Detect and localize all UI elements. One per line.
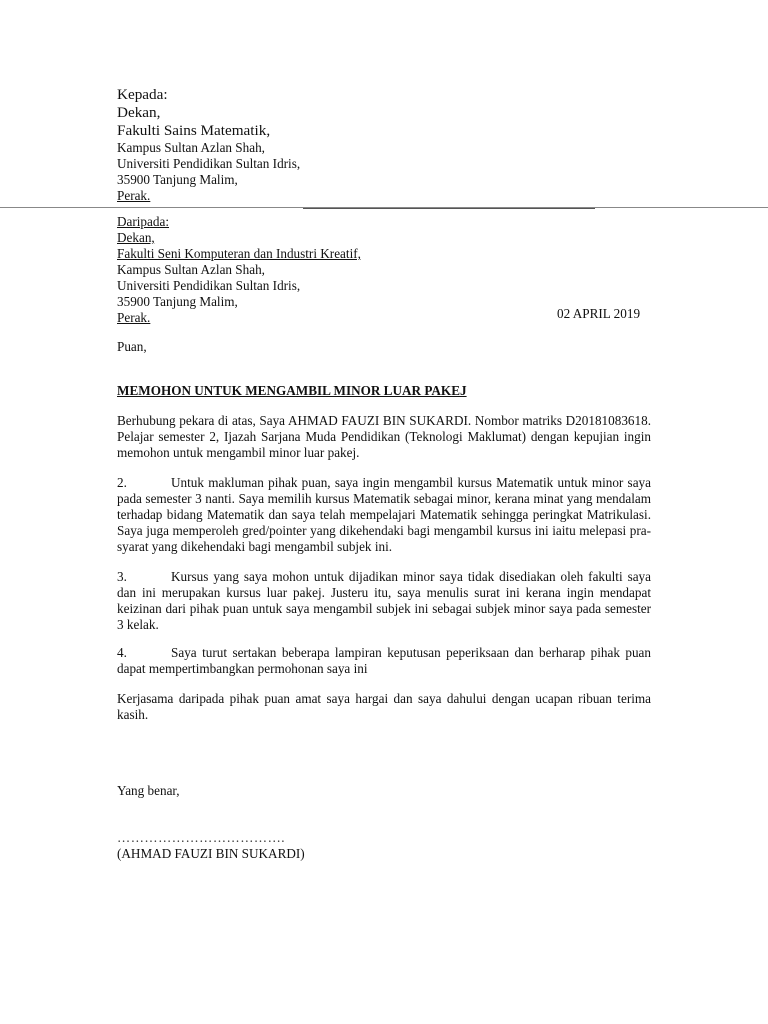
paragraph-4 <box>117 645 651 677</box>
paragraph-2 <box>117 475 651 555</box>
recipient-line-6: Perak. <box>117 188 151 203</box>
recipient-line-5: 35900 Tanjung Malim, <box>117 172 238 187</box>
subject-text: MEMOHON UNTUK MENGAMBIL MINOR LUAR PAKEJ <box>117 383 467 398</box>
paragraph-3-text: Kursus yang saya mohon untuk dijadikan minor saya tidak disediakan oleh fakulti saya dan ini merupakan kursus luar pakej. Justeru itu, saya menulis surat ini kerana ingin mendapat keizinan dari pihak puan untuk saya mengambil subjek ini sebagai subjek minor saya pada semester 3 kelak. <box>117 569 651 632</box>
sender-line-3: Kampus Sultan Azlan Shah, <box>117 262 265 277</box>
recipient-line-4: Universiti Pendidikan Sultan Idris, <box>117 156 301 171</box>
paragraph-2-text: Untuk makluman pihak puan, saya ingin mengambil kursus Matematik untuk minor saya pada semester 3 nanti. Saya memilih kursus Matematik sebagai minor, kerana minat yang mendalam terhadap bidang Matematik dan saya telah mempelajari Matematik sehingga peringkat Matrikulasi. Saya juga memperoleh gred/pointer yang dikehendaki bagi mengambil kursus ini iaitu melepasi pra-syarat yang dikehendaki bagi mengambil subjek ini. <box>117 475 651 554</box>
recipient-address <box>117 86 651 204</box>
recipient-heading: Kepada: <box>117 86 168 103</box>
paragraph-2-number: 2. <box>117 475 127 490</box>
paragraph-4-text: Saya turut sertakan beberapa lampiran keputusan peperiksaan dan berharap pihak puan dapat mempertimbangkan permohonan saya ini <box>117 645 651 676</box>
closing: Yang benar, <box>117 783 180 798</box>
sender-line-6: Perak. <box>117 310 151 325</box>
recipient-line-3: Kampus Sultan Azlan Shah, <box>117 140 265 155</box>
recipient-line-1: Dekan, <box>117 104 161 121</box>
sender-heading: Daripada: <box>117 214 169 229</box>
sender-line-4: Universiti Pendidikan Sultan Idris, <box>117 278 301 293</box>
recipient-line-2: Fakulti Sains Matematik, <box>117 122 271 139</box>
signature-line: ………………………………. <box>117 830 286 845</box>
subject-title <box>117 383 651 399</box>
salutation: Puan, <box>117 339 147 354</box>
divider-line-inner <box>303 208 595 209</box>
letter-date: 02 APRIL 2019 <box>557 306 641 321</box>
paragraph-1: Berhubung pekara di atas, Saya AHMAD FAUZI BIN SUKARDI. Nombor matriks D20181083618. Pelajar semester 2, Ijazah Sarjana Muda Pendidikan (Teknologi Maklumat) dengan kepujian ingin memohon untuk mengambil minor luar pakej. <box>117 413 651 460</box>
sender-line-2: Fakulti Seni Komputeran dan Industri Kreatif, <box>117 246 361 261</box>
sender-line-5: 35900 Tanjung Malim, <box>117 294 238 309</box>
sender-line-1: Dekan, <box>117 230 155 245</box>
paragraph-5: Kerjasama daripada pihak puan amat saya hargai dan saya dahului dengan ucapan ribuan terima kasih. <box>117 691 651 722</box>
paragraph-4-number: 4. <box>117 645 127 660</box>
paragraph-3-number: 3. <box>117 569 127 584</box>
paragraph-3 <box>117 569 651 633</box>
signature-name: (AHMAD FAUZI BIN SUKARDI) <box>117 846 305 861</box>
